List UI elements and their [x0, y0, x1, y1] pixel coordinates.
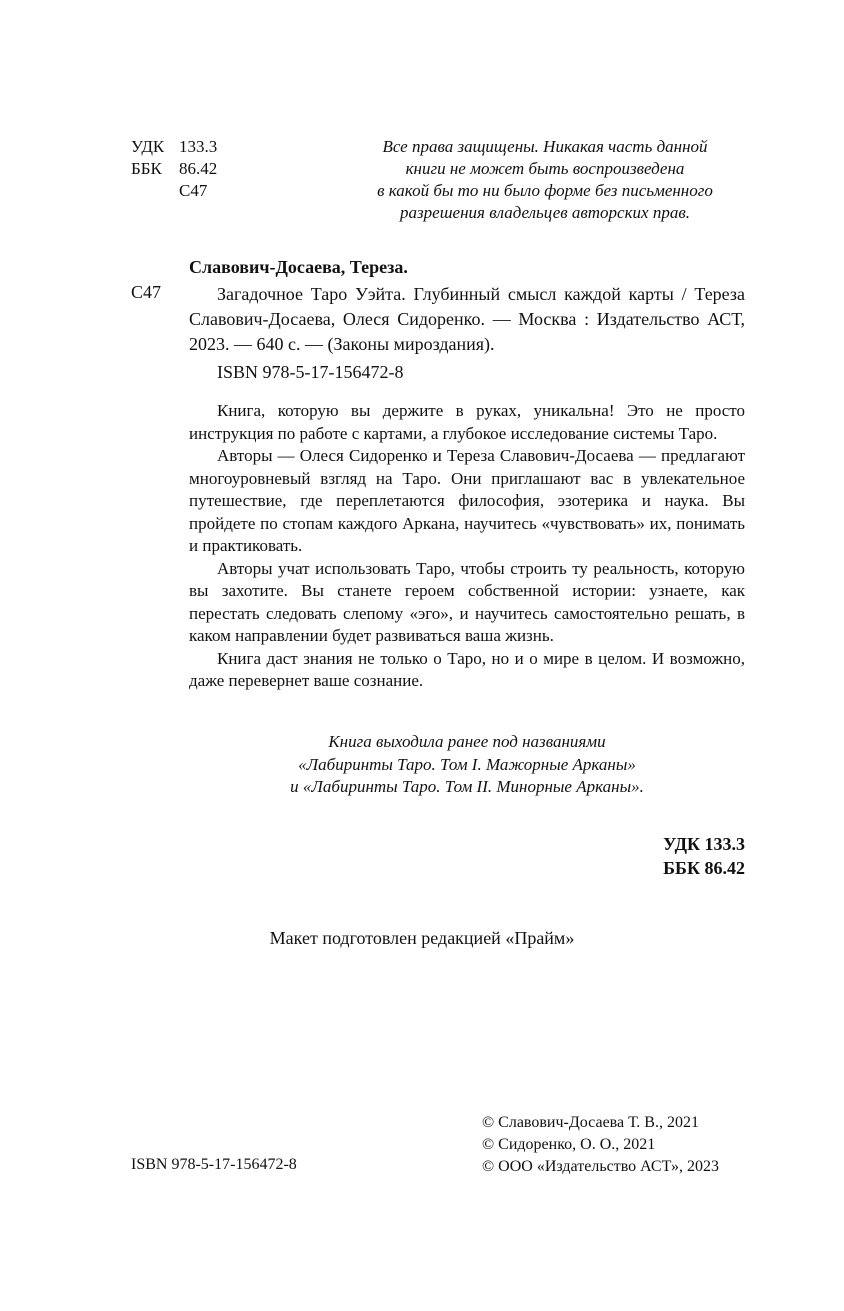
- cutter-mark: С47: [131, 282, 162, 302]
- rights-notice: [330, 136, 760, 224]
- annotation-paragraph: Авторы — Олеся Сидоренко и Тереза Славович-Досаева — предлагают многоуровневый взгляд на Таро. Они приглашают вас в увлекательное путешествие, где переплетаются философия, эзотерика и наука. Вы пройдете по стопам каждого Аркана, научитесь «чувствовать» их, понимать и практиковать.: [189, 446, 745, 555]
- copyright-line: © Славович-Досаева Т. В., 2021: [482, 1114, 699, 1131]
- previous-titles: [189, 731, 745, 799]
- annotation-paragraph: Книга даст знания не только о Таро, но и о мире в целом. И возможно, даже перевернет ваше сознание.: [189, 648, 745, 690]
- bbk-value: 86.42: [179, 159, 218, 178]
- layout-note: Макет подготовлен редакцией «Прайм»: [269, 928, 575, 948]
- codes-bottom: [560, 832, 745, 880]
- previous-titles-line: «Лабиринты Таро. Том I. Мажорные Арканы»: [298, 754, 636, 774]
- classification-codes: [131, 136, 217, 202]
- cutter-code: С47: [179, 181, 208, 200]
- bbk-bottom: ББК 86.42: [663, 858, 745, 878]
- copyright-line: © Сидоренко, О. О., 2021: [482, 1136, 656, 1153]
- rights-line: книги не может быть воспроизведена: [405, 159, 685, 178]
- udk-bottom: УДК 133.3: [663, 834, 745, 854]
- udk-label: УДК: [131, 137, 165, 156]
- previous-titles-line: Книга выходила ранее под названиями: [328, 732, 606, 751]
- bibliographic-record: [189, 282, 745, 357]
- rights-line: разрешения владельцев авторских прав.: [400, 203, 690, 222]
- rights-line: Все права защищены. Никакая часть данной: [382, 137, 708, 156]
- copyright-block: [482, 1112, 719, 1178]
- rights-line: в какой бы то ни было форме без письменного: [377, 181, 713, 200]
- udk-row: [131, 136, 217, 158]
- annotation-paragraph: Авторы учат использовать Таро, чтобы строить ту реальность, которую вы захотите. Вы станете героем собственной истории: узнаете, как перестать следовать слепому «эго», и научитесь самостоятельно решать, в каком направлении будет развиваться ваша жизнь.: [189, 558, 745, 645]
- isbn-bottom: ISBN 978-5-17-156472-8: [131, 1156, 297, 1173]
- author-heading: Славович-Досаева, Тереза.: [189, 257, 408, 277]
- bbk-label: ББК: [131, 159, 162, 178]
- bibliographic-text: Загадочное Таро Уэйта. Глубинный смысл каждой карты / Тереза Славович-Досаева, Олеся Сидоренко. — Москва : Издательство АСТ, 2023. — 640 с. — (Законы мироздания).: [189, 284, 745, 354]
- annotation-paragraph: Книга, которую вы держите в руках, уникальна! Это не просто инструкция по работе с картами, а глубокое исследование системы Таро.: [189, 401, 745, 443]
- previous-titles-line: и «Лабиринты Таро. Том II. Минорные Арканы».: [290, 777, 644, 796]
- bbk-row: [131, 158, 217, 180]
- isbn-top: ISBN 978-5-17-156472-8: [217, 362, 404, 382]
- copyright-line: © ООО «Издательство АСТ», 2023: [482, 1158, 719, 1175]
- udk-value: 133.3: [179, 137, 218, 156]
- annotation: [189, 400, 745, 693]
